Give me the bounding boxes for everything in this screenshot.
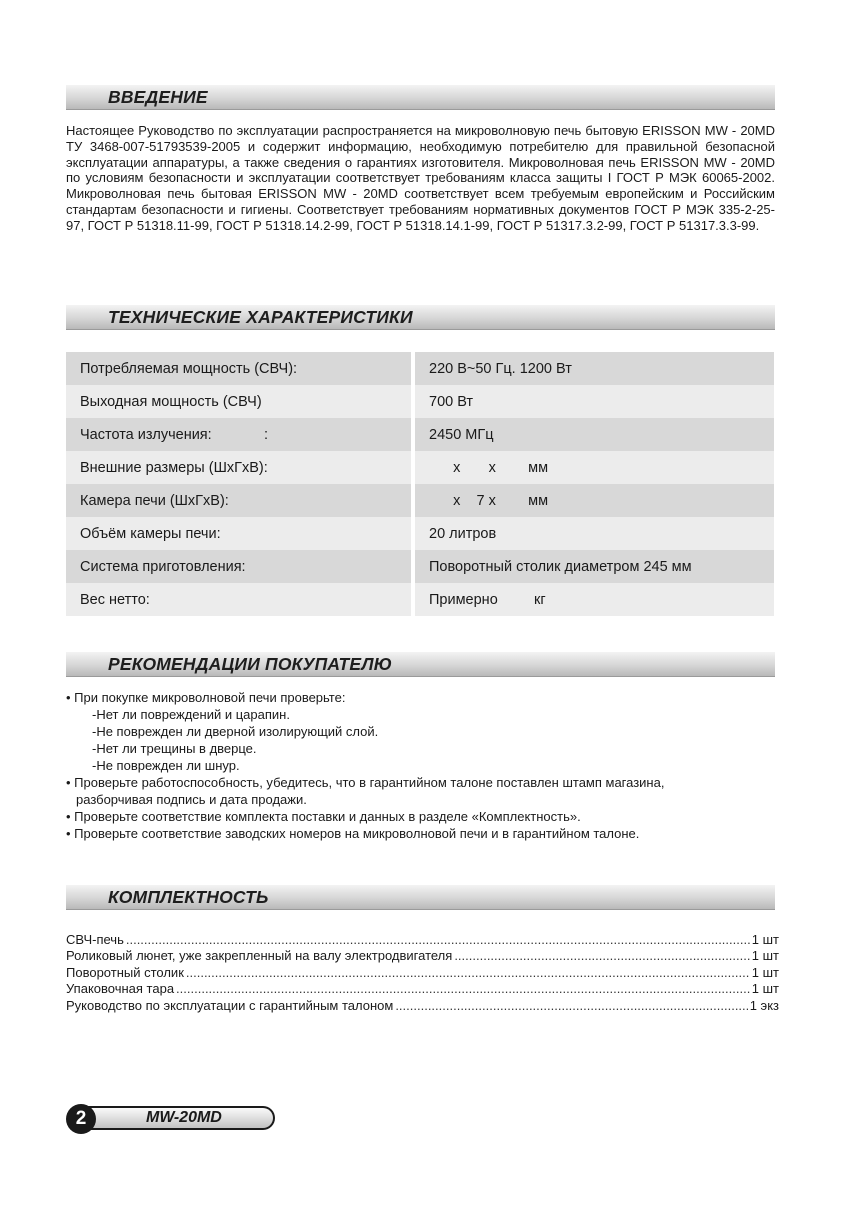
spec-row [66, 484, 774, 517]
spec-row [66, 550, 774, 583]
dot-leader [395, 998, 747, 1014]
spec-value: х 7 х мм [413, 484, 774, 517]
recommendation-subitem: -Не поврежден ли дверной изолирующий слой. [92, 724, 379, 739]
spec-row [66, 517, 774, 550]
recommendation-item: • Проверьте работоспособность, убедитесь, что в гарантийном талоне поставлен штамп магазина, [66, 775, 665, 790]
recommendation-item: • Проверьте соответствие комплекта поставки и данных в разделе «Комплектность». [66, 809, 581, 824]
spec-value: 220 В~50 Гц. 1200 Вт [413, 352, 774, 385]
dot-leader [454, 948, 749, 964]
model-tab [80, 1106, 275, 1130]
kit-title: КОМПЛЕКТНОСТЬ [108, 887, 269, 907]
recommendations-list [66, 689, 786, 842]
dot-leader [176, 981, 750, 997]
kit-item [66, 981, 779, 997]
kit-item-name: Упаковочная тара [66, 981, 175, 997]
kit-item-qty: 1 шт [751, 964, 779, 980]
kit-item-qty: 1 шт [751, 948, 779, 964]
kit-item-qty: 1 экз [749, 997, 779, 1013]
spec-value: 20 литров [413, 517, 774, 550]
kit-list [66, 932, 779, 1014]
kit-item-qty: 1 шт [751, 981, 779, 997]
recommendation-subitem: -Нет ли трещины в дверце. [92, 741, 257, 756]
spec-value: Примерно кг [413, 583, 774, 616]
spec-label: Объём камеры печи: [66, 517, 413, 550]
dot-leader [126, 932, 750, 948]
spec-row [66, 352, 774, 385]
spec-value: 700 Вт [413, 385, 774, 418]
spec-label: Система приготовления: [66, 550, 413, 583]
recommendation-item: • При покупке микроволновой печи проверьте: [66, 690, 346, 705]
intro-header [66, 85, 775, 110]
kit-item [66, 932, 779, 948]
intro-text: Настоящее Руководство по эксплуатации распространяется на микроволновую печь бытовую ERISSON MW - 20MD ТУ 3468-007-51793539-2005 и содержит информацию, необходимую потребителю для правильной безопасной эксплуатации аппаратуры, а также сведения о гарантиях изготовителя. Микроволновая печь ERISSON MW - 20MD по условиям безопасности и эксплуатации соответствует требованиям класса защиты I ГОСТ Р МЭК 60065-2002. Микроволновая печь бытовая ERISSON MW - 20MD соответствует всем требуемым европейским и Российским стандартам безопасности и гигиены. Соответствует требованиям нормативных документов ГОСТ Р МЭК 335-2-25-97, ГОСТ Р 51318.11-99, ГОСТ Р 51318.14.2-99, ГОСТ Р 51318.14.1-99, ГОСТ Р 51317.3.2-99, ГОСТ Р 51317.3.3-99. [66, 123, 775, 233]
dot-leader [186, 965, 750, 981]
spec-row [66, 385, 774, 418]
kit-header [66, 885, 775, 910]
recommendation-item-continued: разборчивая подпись и дата продажи. [76, 792, 307, 807]
kit-item-name: Поворотный столик [66, 964, 184, 980]
spec-label: Выходная мощность (СВЧ) [66, 385, 413, 418]
spec-label: Внешние размеры (ШхГхВ): [66, 451, 413, 484]
spec-value: 2450 МГц [413, 418, 774, 451]
spec-value: Поворотный столик диаметром 245 мм [413, 550, 774, 583]
intro-title: ВВЕДЕНИЕ [108, 87, 208, 107]
page-number: 2 [66, 1104, 96, 1134]
recommendations-title: РЕКОМЕНДАЦИИ ПОКУПАТЕЛЮ [108, 654, 393, 674]
spec-value: х х мм [413, 451, 774, 484]
kit-item [66, 998, 779, 1014]
recommendations-header [66, 652, 775, 677]
kit-item [66, 948, 779, 964]
kit-item-qty: 1 шт [751, 932, 779, 947]
specs-title: ТЕХНИЧЕСКИЕ ХАРАКТЕРИСТИКИ [108, 307, 413, 327]
specs-table [66, 352, 774, 616]
spec-label: Вес нетто: [66, 583, 413, 616]
kit-item-name: Руководство по эксплуатации с гарантийным талоном [66, 997, 394, 1013]
recommendation-subitem: -Не поврежден ли шнур. [92, 758, 240, 773]
spec-row [66, 451, 774, 484]
kit-item-name: СВЧ-печь [66, 932, 124, 947]
spec-label: Камера печи (ШхГхВ): [66, 484, 413, 517]
kit-item-name: Роликовый люнет, уже закрепленный на валу электродвигателя [66, 948, 453, 964]
recommendation-item: • Проверьте соответствие заводских номеров на микроволновой печи и в гарантийном талоне. [66, 826, 640, 841]
recommendation-subitem: -Нет ли повреждений и царапин. [92, 707, 290, 722]
spec-row [66, 418, 774, 451]
spec-label: Потребляемая мощность (СВЧ): [66, 352, 413, 385]
specs-header [66, 305, 775, 330]
spec-row [66, 583, 774, 616]
spec-label: Частота излучения: : [66, 418, 413, 451]
kit-item [66, 965, 779, 981]
model-label: MW-20MD [146, 1109, 222, 1126]
